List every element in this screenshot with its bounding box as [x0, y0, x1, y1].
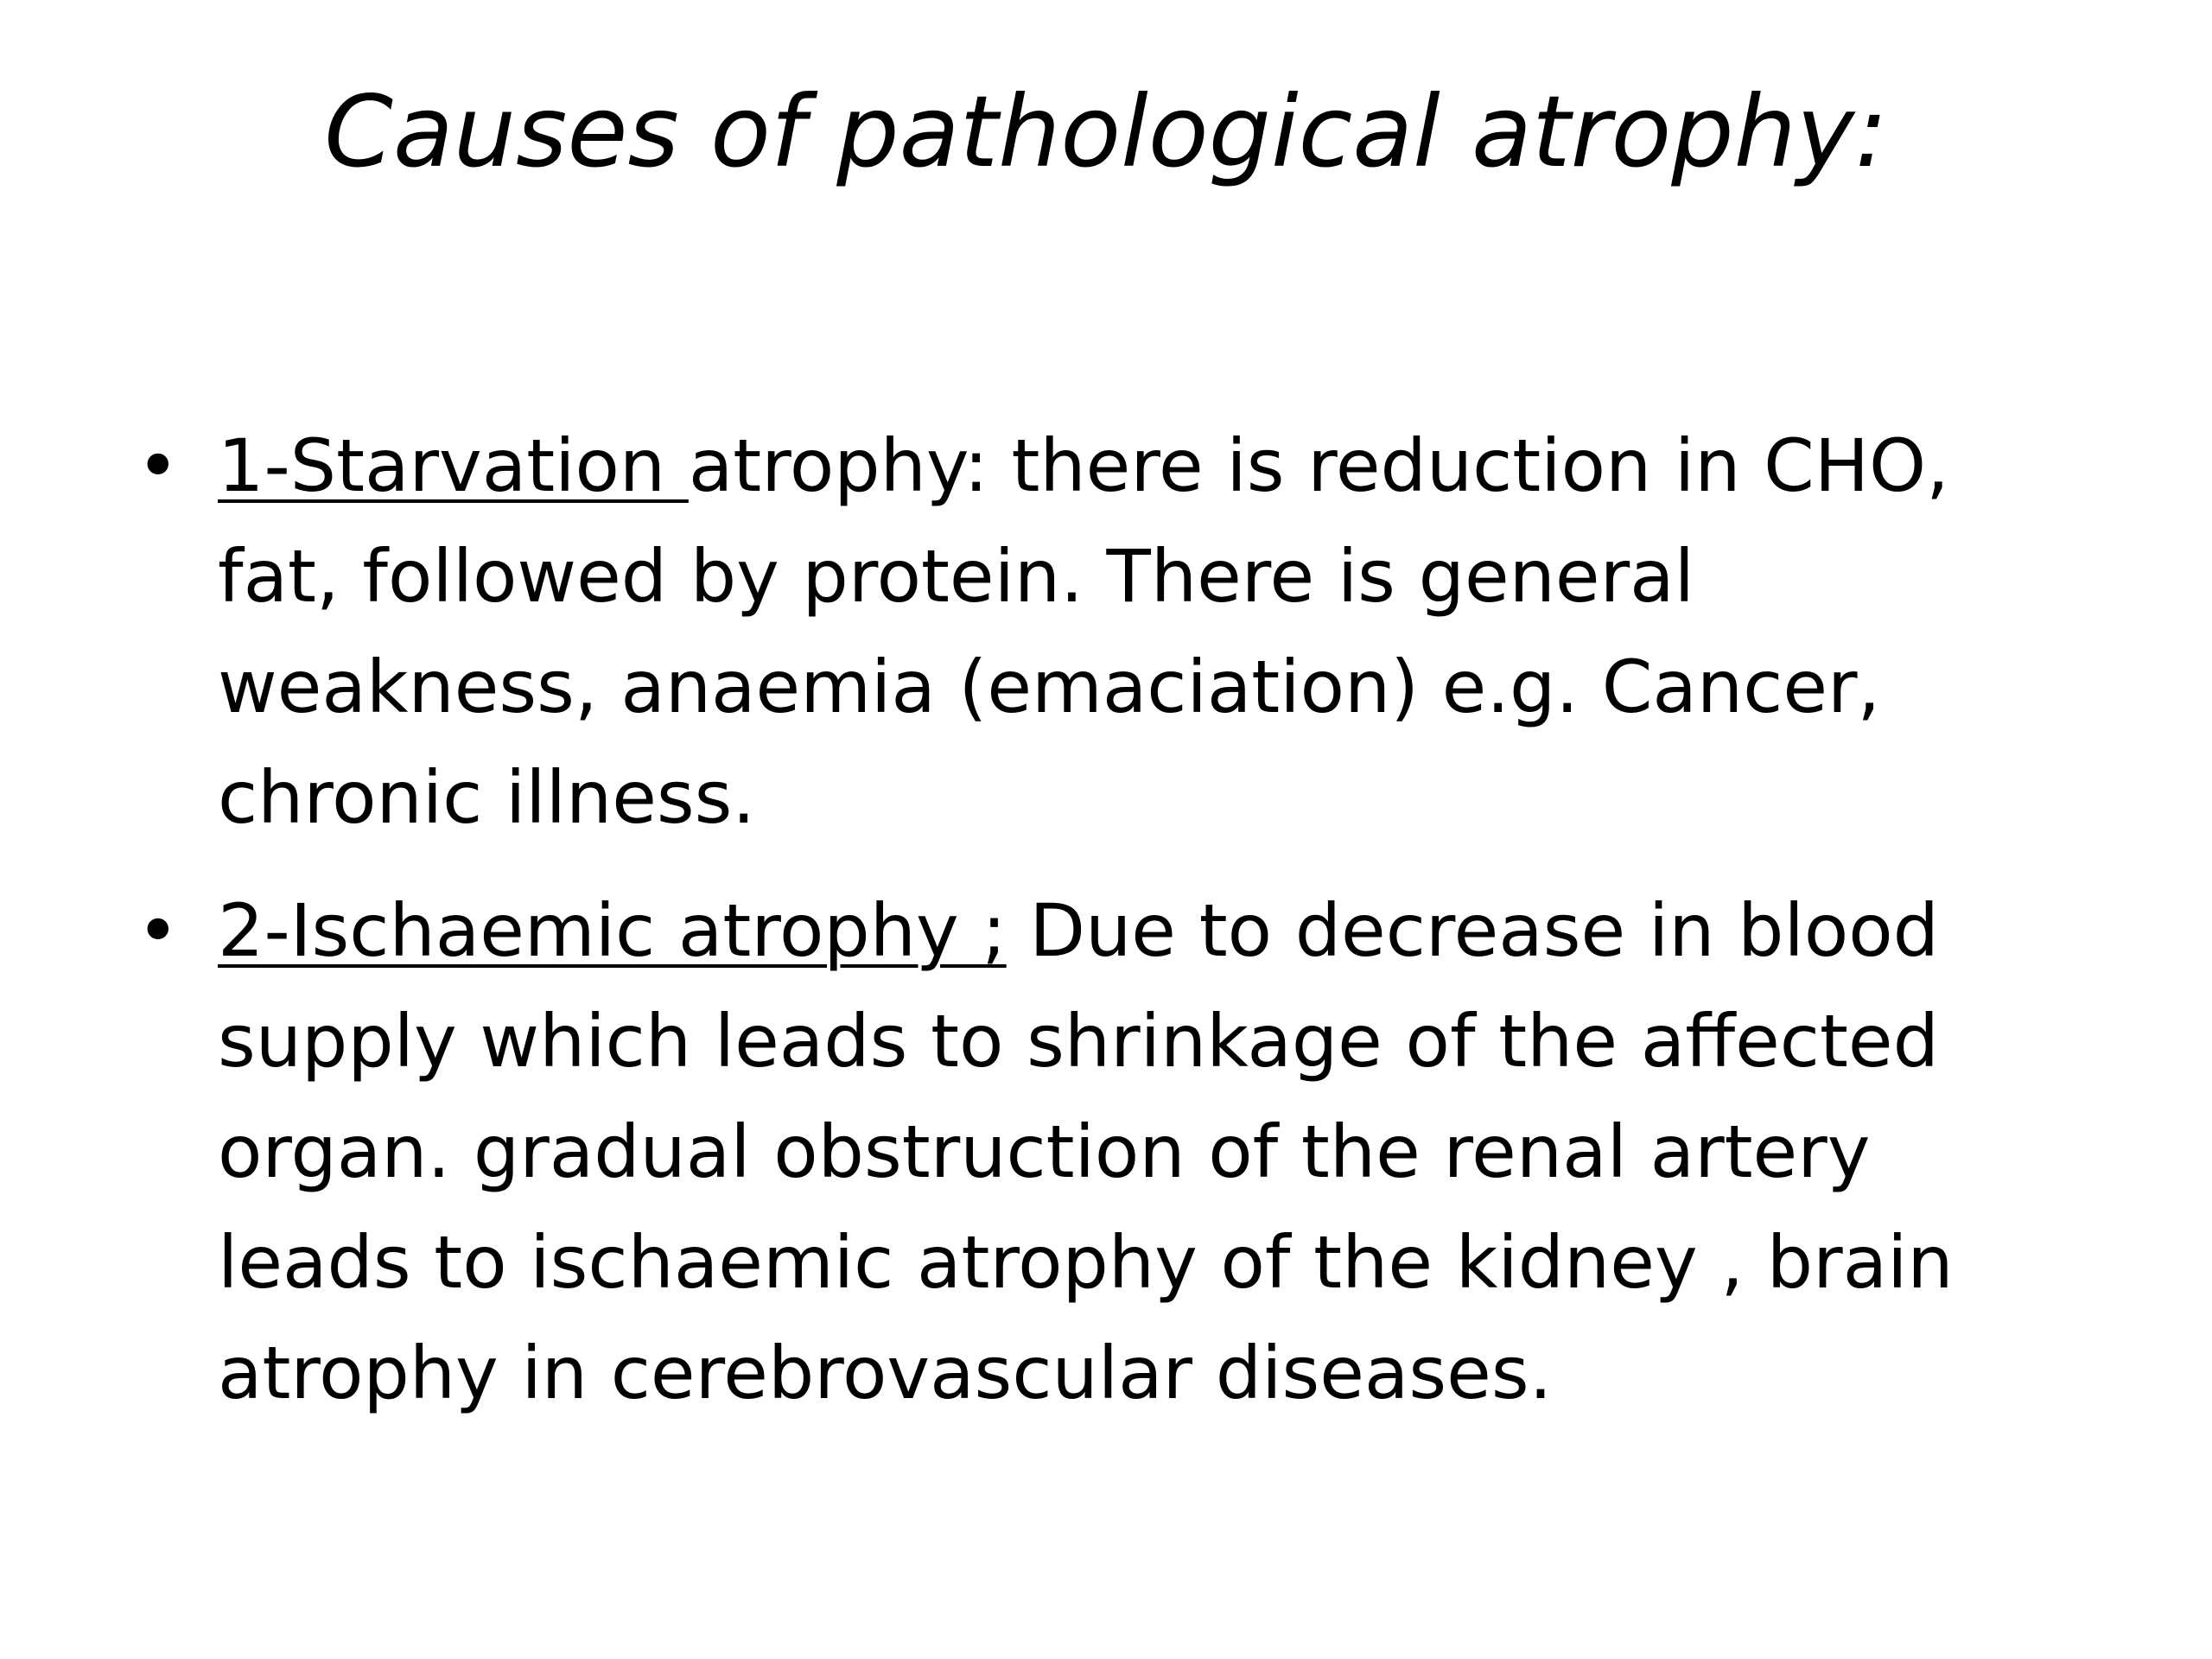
bullet-list	[130, 410, 2065, 1451]
bullet-dot-icon: •	[137, 423, 180, 508]
bullet-lead-starvation: 1-Starvation	[218, 423, 689, 508]
bullet-text-starvation: atrophy: there is reduction in CHO, fat, followed by protein. There is general weakness, anaemia (emaciation) e.g. Cancer, chronic illness.	[218, 423, 1949, 840]
bullet-lead-ischaemic: 2-Ischaemic atrophy ;	[218, 888, 1007, 973]
bullet-item-ischaemic	[130, 875, 2065, 1428]
bullet-text-ischaemic: Due to decrease in blood supply which leads to shrinkage of the affected organ. gradual obstruction of the renal artery leads to ischaemic atrophy of the kidney , brain atrophy in cerebrovascular diseases.	[218, 888, 1954, 1415]
bullet-item-starvation	[130, 410, 2065, 853]
slide-title: Causes of pathological atrophy:	[324, 74, 1888, 189]
bullet-dot-icon: •	[137, 888, 180, 973]
